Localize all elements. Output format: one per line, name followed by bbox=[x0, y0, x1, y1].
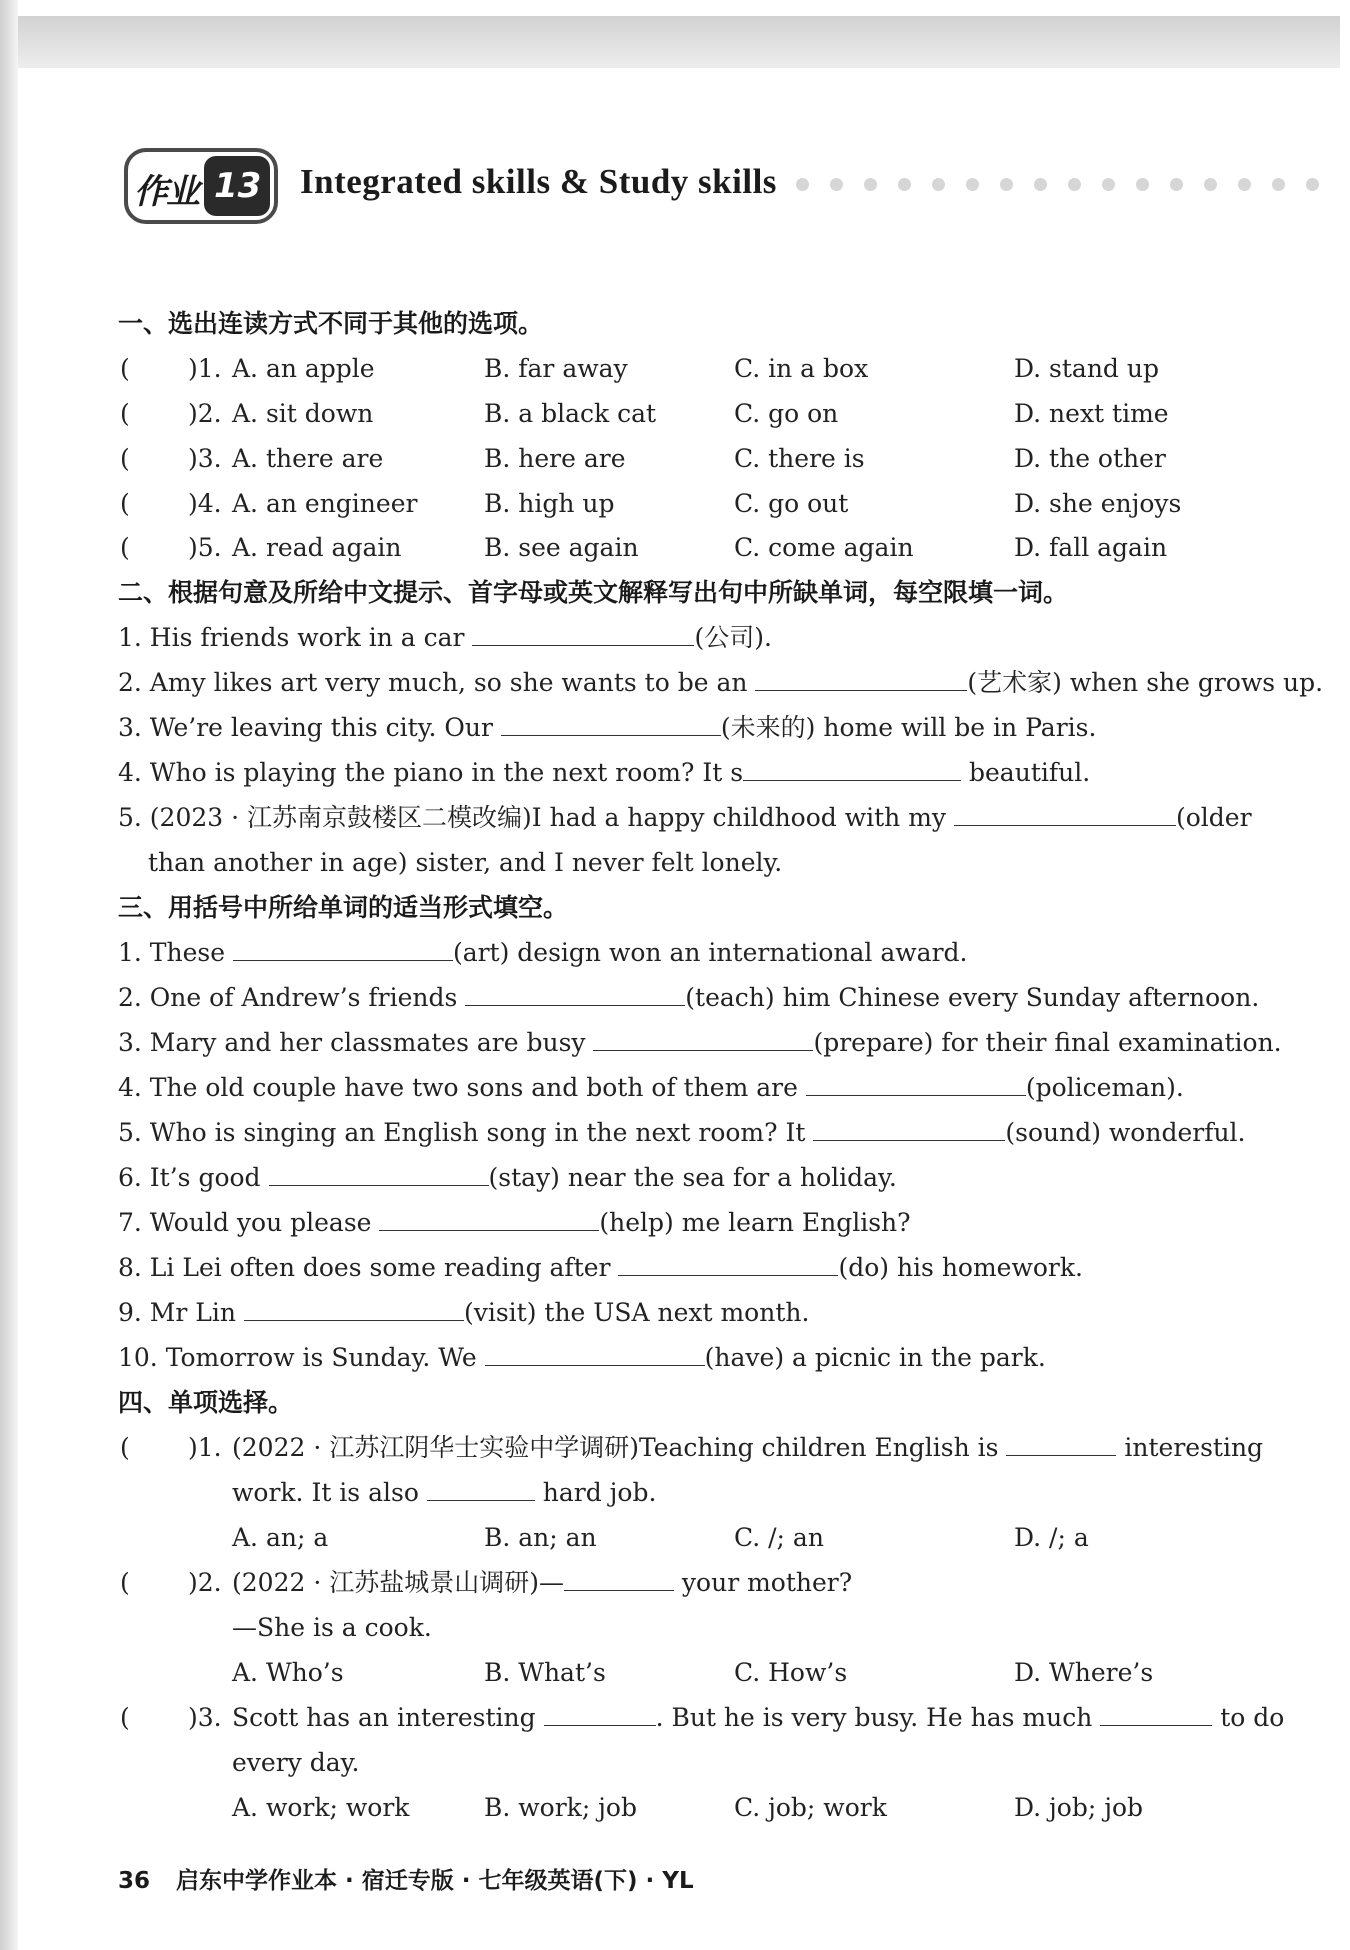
leader-dot bbox=[1034, 178, 1047, 191]
footer-text: 启东中学作业本 · 宿迁专版 · 七年级英语(下) · YL bbox=[176, 1868, 694, 1894]
section-4-title: 四、单项选择。 bbox=[118, 1388, 294, 1417]
leader-dot bbox=[864, 178, 877, 191]
answer-paren: ( bbox=[120, 354, 130, 383]
page-number: 36 bbox=[118, 1868, 151, 1894]
option-c[interactable]: C. /; an bbox=[734, 1523, 824, 1552]
option-d: D. fall again bbox=[1014, 533, 1168, 562]
item-number: )2. bbox=[188, 1568, 222, 1597]
answer-blank[interactable] bbox=[379, 1208, 599, 1231]
question-text: 6. It’s good bbox=[118, 1163, 269, 1192]
option-b[interactable]: B. What’s bbox=[484, 1658, 606, 1687]
item-number: )3. bbox=[188, 444, 222, 473]
answer-blank[interactable] bbox=[806, 1073, 1026, 1096]
question-hint: (help) me learn English? bbox=[599, 1208, 911, 1237]
fill-question bbox=[118, 1342, 1046, 1374]
option-d: D. the other bbox=[1014, 444, 1166, 473]
question-text: to do bbox=[1212, 1703, 1285, 1732]
badge-number: 13 bbox=[214, 166, 262, 206]
answer-blank[interactable] bbox=[813, 1118, 1005, 1141]
option-b: B. far away bbox=[484, 354, 628, 383]
answer-blank[interactable] bbox=[501, 713, 721, 736]
fill-question bbox=[118, 1117, 1246, 1149]
question-text: 5. Who is singing an English song in the next room? It bbox=[118, 1118, 814, 1147]
fill-question bbox=[118, 802, 1252, 834]
question-hint: (未来的) home will be in Paris. bbox=[720, 713, 1097, 742]
answer-blank[interactable] bbox=[485, 1343, 705, 1366]
scan-edge bbox=[0, 0, 18, 1950]
choice-question-stem bbox=[232, 1432, 1263, 1464]
question-hint: (prepare) for their final examination. bbox=[813, 1028, 1282, 1057]
section-3-title: 三、用括号中所给单词的适当形式填空。 bbox=[118, 893, 569, 922]
item-number: )4. bbox=[188, 489, 222, 518]
question-continuation: than another in age) sister, and I never felt lonely. bbox=[148, 848, 783, 877]
option-a: A. an apple bbox=[232, 354, 375, 383]
option-a: A. read again bbox=[232, 533, 402, 562]
leader-dot bbox=[830, 178, 843, 191]
answer-paren: ( bbox=[120, 444, 130, 473]
answer-paren: ( bbox=[120, 1433, 130, 1462]
question-text: your mother? bbox=[673, 1568, 853, 1597]
option-b[interactable]: B. work; job bbox=[484, 1793, 637, 1822]
question-text: 1. His friends work in a car bbox=[118, 623, 473, 652]
fill-question bbox=[118, 1252, 1083, 1284]
question-hint: (艺术家) when she grows up. bbox=[967, 668, 1324, 697]
fill-question bbox=[118, 1162, 897, 1194]
option-a[interactable]: A. an; a bbox=[232, 1523, 329, 1552]
fill-question bbox=[118, 712, 1096, 744]
fill-question bbox=[118, 937, 967, 969]
answer-blank[interactable] bbox=[954, 803, 1176, 826]
section-2-title: 二、根据句意及所给中文提示、首字母或英文解释写出句中所缺单词，每空限填一词。 bbox=[118, 578, 1069, 607]
option-c: C. go on bbox=[734, 399, 839, 428]
leader-dot bbox=[1170, 178, 1183, 191]
leader-dot bbox=[932, 178, 945, 191]
leader-dot bbox=[1204, 178, 1217, 191]
fill-question bbox=[118, 1072, 1184, 1104]
answer-blank[interactable] bbox=[1100, 1703, 1212, 1726]
question-text: work. It is also bbox=[232, 1478, 427, 1507]
option-a: A. sit down bbox=[232, 399, 374, 428]
answer-paren: ( bbox=[120, 1568, 130, 1597]
answer-blank[interactable] bbox=[755, 668, 967, 691]
badge-label: 作业 bbox=[134, 172, 198, 212]
question-hint: (older bbox=[1176, 803, 1252, 832]
question-text: 10. Tomorrow is Sunday. We bbox=[118, 1343, 485, 1372]
option-b: B. see again bbox=[484, 533, 639, 562]
answer-blank[interactable] bbox=[472, 623, 694, 646]
option-a[interactable]: A. Who’s bbox=[232, 1658, 344, 1687]
question-text: (2022 · 江苏江阴华士实验中学调研)Teaching children English is bbox=[232, 1433, 1007, 1462]
item-number: )2. bbox=[188, 399, 222, 428]
fill-question bbox=[118, 1027, 1282, 1059]
question-text: Scott has an interesting bbox=[232, 1703, 544, 1732]
item-number: )1. bbox=[188, 1433, 222, 1462]
option-c: C. come again bbox=[734, 533, 914, 562]
question-hint: (visit) the USA next month. bbox=[463, 1298, 810, 1327]
option-c: C. there is bbox=[734, 444, 865, 473]
question-hint: (teach) him Chinese every Sunday afternoon. bbox=[685, 983, 1260, 1012]
choice-question-cont bbox=[232, 1477, 656, 1509]
question-hint: (policeman). bbox=[1025, 1073, 1184, 1102]
fill-question bbox=[118, 757, 1090, 789]
answer-blank[interactable] bbox=[427, 1478, 535, 1501]
question-text: 7. Would you please bbox=[118, 1208, 380, 1237]
fill-question bbox=[118, 1207, 911, 1239]
question-text: (2022 · 江苏盐城景山调研)— bbox=[232, 1568, 564, 1597]
answer-paren: ( bbox=[120, 489, 130, 518]
option-c: C. go out bbox=[734, 489, 849, 518]
question-text: 1. These bbox=[118, 938, 233, 967]
question-text: 3. We’re leaving this city. Our bbox=[118, 713, 501, 742]
answer-blank[interactable] bbox=[544, 1703, 656, 1726]
choice-question-cont: —She is a cook. bbox=[232, 1613, 432, 1642]
option-a: A. an engineer bbox=[232, 489, 418, 518]
answer-blank[interactable] bbox=[743, 758, 961, 781]
option-c[interactable]: C. How’s bbox=[734, 1658, 848, 1687]
question-hint: (公司). bbox=[694, 623, 772, 652]
choice-question-cont: every day. bbox=[232, 1748, 360, 1777]
item-number: )5. bbox=[188, 533, 222, 562]
question-hint: (sound) wonderful. bbox=[1005, 1118, 1246, 1147]
fill-question bbox=[118, 667, 1323, 699]
option-b: B. high up bbox=[484, 489, 615, 518]
answer-paren: ( bbox=[120, 533, 130, 562]
leader-dot bbox=[1068, 178, 1081, 191]
answer-blank[interactable] bbox=[1006, 1433, 1116, 1456]
option-b: B. a black cat bbox=[484, 399, 657, 428]
leader-dot bbox=[1272, 178, 1285, 191]
question-text: 2. Amy likes art very much, so she wants to be an bbox=[118, 668, 756, 697]
question-text: 5. (2023 · 江苏南京鼓楼区二模改编)I had a happy childhood with my bbox=[118, 803, 954, 832]
leader-dot bbox=[1102, 178, 1115, 191]
option-c: C. in a box bbox=[734, 354, 869, 383]
option-d: D. she enjoys bbox=[1014, 489, 1182, 518]
leader-dot bbox=[1000, 178, 1013, 191]
question-hint: (have) a picnic in the park. bbox=[704, 1343, 1046, 1372]
fill-question bbox=[118, 1297, 809, 1329]
option-d[interactable]: D. job; job bbox=[1014, 1793, 1144, 1822]
answer-paren: ( bbox=[120, 1703, 130, 1732]
question-text: 4. The old couple have two sons and both of them are bbox=[118, 1073, 806, 1102]
section-1-title: 一、选出连读方式不同于其他的选项。 bbox=[118, 309, 544, 338]
question-text: 2. One of Andrew’s friends bbox=[118, 983, 466, 1012]
leader-dot bbox=[1136, 178, 1149, 191]
leader-dot bbox=[1306, 178, 1319, 191]
option-d[interactable]: D. /; a bbox=[1014, 1523, 1089, 1552]
question-text: hard job. bbox=[534, 1478, 657, 1507]
leader-dot bbox=[796, 178, 809, 191]
question-hint: (art) design won an international award. bbox=[452, 938, 968, 967]
option-a[interactable]: A. work; work bbox=[232, 1793, 410, 1822]
choice-question-stem bbox=[232, 1567, 852, 1599]
option-d[interactable]: D. Where’s bbox=[1014, 1658, 1154, 1687]
leader-dot bbox=[966, 178, 979, 191]
assignment-badge bbox=[122, 146, 280, 226]
answer-blank[interactable] bbox=[233, 938, 453, 961]
item-number: )1. bbox=[188, 354, 222, 383]
fill-question bbox=[118, 982, 1259, 1014]
option-d: D. next time bbox=[1014, 399, 1169, 428]
option-c[interactable]: C. job; work bbox=[734, 1793, 887, 1822]
item-number: )3. bbox=[188, 1703, 222, 1732]
question-text: . But he is very busy. He has much bbox=[655, 1703, 1101, 1732]
fill-question bbox=[118, 622, 772, 654]
leader-dot bbox=[1238, 178, 1251, 191]
option-d: D. stand up bbox=[1014, 354, 1159, 383]
option-a: A. there are bbox=[232, 444, 384, 473]
answer-blank[interactable] bbox=[618, 1253, 838, 1276]
option-b: B. here are bbox=[484, 444, 626, 473]
question-text: 8. Li Lei often does some reading after bbox=[118, 1253, 619, 1282]
question-text: 3. Mary and her classmates are busy bbox=[118, 1028, 594, 1057]
question-text: 9. Mr Lin bbox=[118, 1298, 244, 1327]
answer-blank[interactable] bbox=[465, 983, 685, 1006]
question-hint: (stay) near the sea for a holiday. bbox=[488, 1163, 897, 1192]
answer-paren: ( bbox=[120, 399, 130, 428]
leader-dot bbox=[898, 178, 911, 191]
answer-blank[interactable] bbox=[269, 1163, 489, 1186]
page-title: Integrated skills & Study skills bbox=[300, 162, 777, 201]
answer-blank[interactable] bbox=[593, 1028, 813, 1051]
page-footer bbox=[118, 1862, 694, 1895]
title-dot-leader bbox=[796, 178, 1336, 192]
question-hint: beautiful. bbox=[961, 758, 1091, 787]
scan-top-band bbox=[18, 16, 1340, 68]
question-text: 4. Who is playing the piano in the next room? It s bbox=[118, 758, 744, 787]
option-b[interactable]: B. an; an bbox=[484, 1523, 597, 1552]
answer-blank[interactable] bbox=[244, 1298, 464, 1321]
choice-question-stem bbox=[232, 1702, 1284, 1734]
question-text: interesting bbox=[1116, 1433, 1264, 1462]
answer-blank[interactable] bbox=[564, 1568, 674, 1591]
question-hint: (do) his homework. bbox=[838, 1253, 1083, 1282]
